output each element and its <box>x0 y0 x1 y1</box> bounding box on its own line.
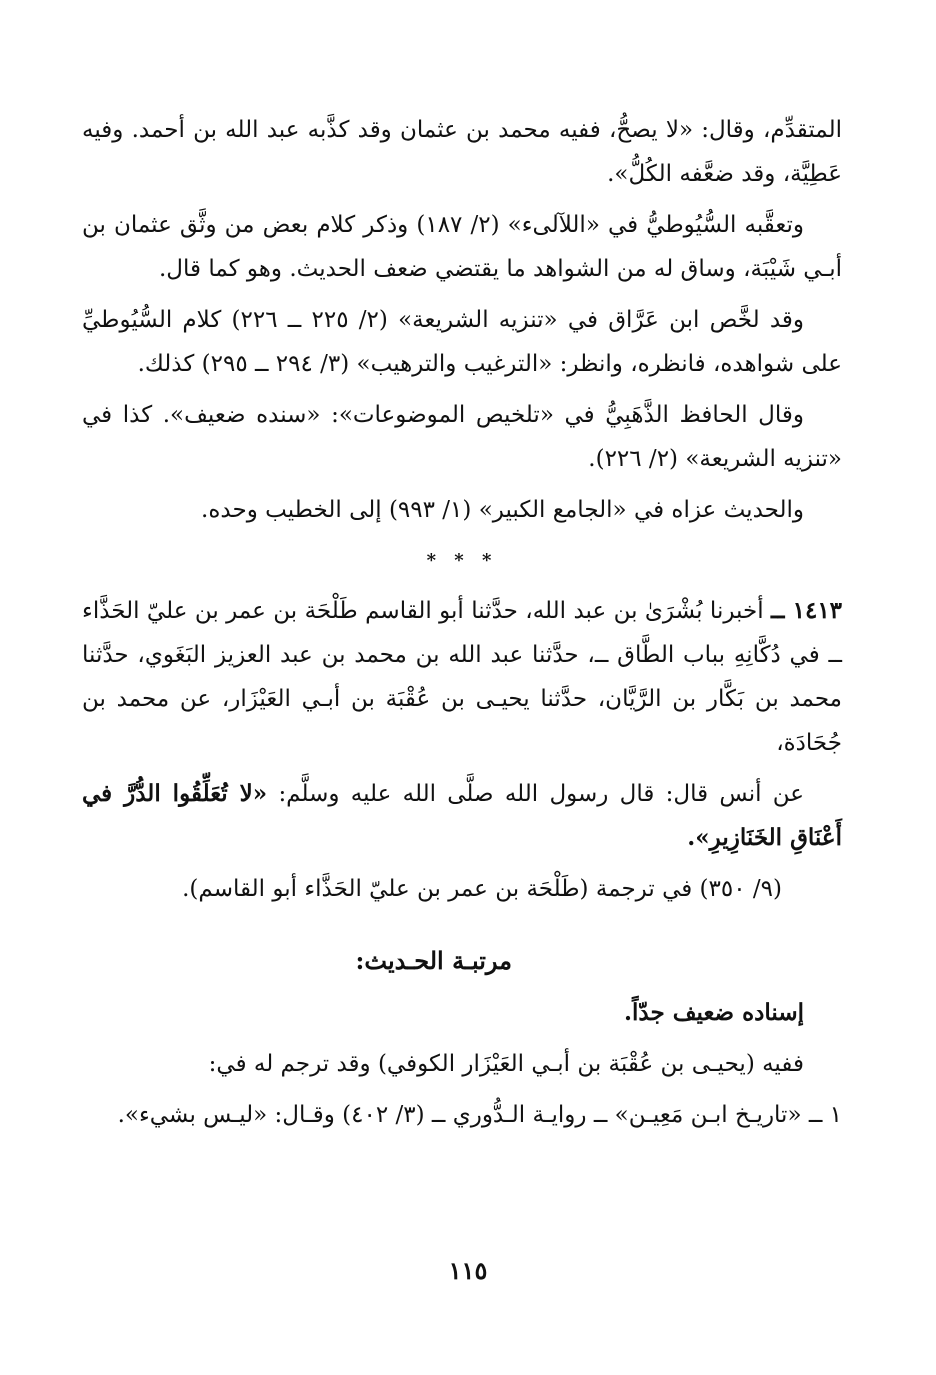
grading-item-1: ١ ــ «تاريـخ ابـن مَعِيـن» ــ روايـة الـدُّوري ــ (٣/ ٤٠٢) وقـال: «ليـس بشيء». <box>117 1102 842 1128</box>
hadith-matn-intro: عن أنس قال: قال رسول الله صلَّى الله عليه وسلَّم: <box>278 781 805 807</box>
paragraph-2: وتعقَّبه السُّيُوطيُّ في «اللآلىء» (٢/ ١٨٧) وذكر كلام بعض من وثَّق عثمان بن أبـي شَيْبَة، وساق له من الشواهد ما يقتضي ضعف الحديث. وهو كما قال. <box>82 212 842 282</box>
paragraph-4: وقال الحافظ الذَّهَبِيُّ في «تلخيص الموضوعات»: «سنده ضعيف». كذا في «تنزيه الشريعة» (٢/ ٢٢٦). <box>82 402 842 472</box>
paragraph-3: وقد لخَّص ابن عَرَّاق في «تنزيه الشريعة» (٢/ ٢٢٥ ــ ٢٢٦) كلام السُّيُوطيِّ على شواهده، فانظره، وانظر: «الترغيب والترهيب» (٣/ ٢٩٤ ــ ٢٩٥) كذلك. <box>82 307 842 377</box>
hadith-matn-text: «لا تُعَلِّقُوا الدُّرَّ في أَعْنَاقِ الخَنَازِيرِ». <box>82 780 842 851</box>
hadith-isnad-paragraph <box>82 589 842 765</box>
section-separator: * * * <box>426 550 498 571</box>
page-number: ١١٥ <box>448 1256 488 1285</box>
paragraph-5: والحديث عزاه في «الجامع الكبير» (١/ ٩٩٣) إلى الخطيب وحده. <box>201 497 804 523</box>
hadith-matn-paragraph <box>82 772 842 860</box>
hadith-isnad: أخبرنا بُشْرَىٰ بن عبد الله، حدَّثنا أبو القاسم طَلْحَة بن عمر بن عليّ الحَذَّاء ــ في دُكَّانِهِ بباب الطَّاق ــ، حدَّثنا عبد الله بن محمد بن عبد العزيز البَغَوي، حدَّثنا محمد بن بَكَّار بن الرَّيَّان، حدَّثنا يحيـى بن عُقْبَة بن أبـي العَيْزَار، عن محمد بن جُحَادَة، <box>82 598 842 756</box>
grading-verdict: إسناده ضعيف جدّاً. <box>624 999 804 1026</box>
hadith-number: ١٤١٣ ــ <box>771 597 843 624</box>
page-body <box>82 108 842 1144</box>
paragraph-1: المتقدِّم، وقال: «لا يصحُّ، ففيه محمد بن عثمان وقد كذَّبه عبد الله بن أحمد. وفيه عَطِيَّة، وقد ضعَّفه الكُلُّ». <box>82 117 842 187</box>
grading-reason: ففيه (يحيـى بن عُقْبَة بن أبـي العَيْزَار الكوفي) وقد ترجم له في: <box>208 1051 804 1077</box>
hadith-reference: (٩/ ٣٥٠) في ترجمة (طَلْحَة بن عمر بن عليّ الحَذَّاء أبو القاسم). <box>182 876 782 902</box>
grading-heading: مرتبـة الحـديث: <box>355 946 512 975</box>
